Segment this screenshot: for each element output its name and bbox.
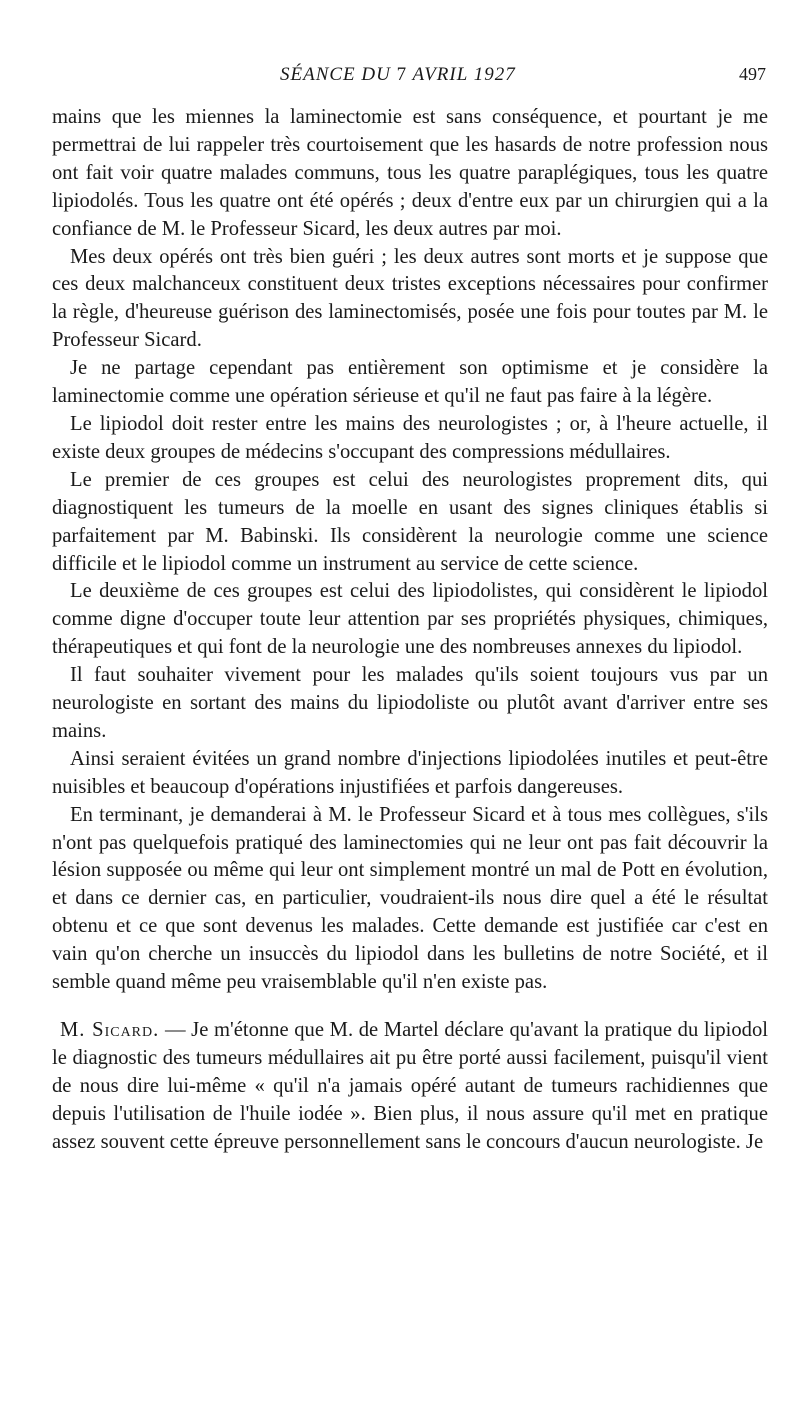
running-title-day: 7 <box>396 64 408 85</box>
page-number: 497 <box>739 64 766 84</box>
paragraph: Le premier de ces groupes est celui des neurologistes proprement dits, qui diagnostiquent les tumeurs de la moelle en usant des signes cliniques établis si parfaitement par M. Babinski. Ils considèrent la neurologie comme une science difficile et le lipiodol comme un instrument au service de cette science. <box>52 468 768 575</box>
paragraph: Il faut souhaiter vivement pour les malades qu'ils soient toujours vus par un neurologiste en sortant des mains du lipiodoliste ou plutôt avant d'arriver entre ses mains. <box>52 664 768 742</box>
running-title-suffix: AVRIL 1927 <box>412 64 516 85</box>
running-title <box>280 64 516 86</box>
paragraph: Ainsi seraient évitées un grand nombre d'injections lipiodolées inutiles et peut-être nuisibles et beaucoup d'opérations injustifiées et parfois dangereuses. <box>52 747 768 798</box>
paragraph: Je ne partage cependant pas entièrement son optimisme et je considère la laminectomie comme une opération sérieuse et qu'il ne faut pas faire à la légère. <box>52 357 768 408</box>
body-text <box>52 104 768 1157</box>
paragraph: En terminant, je demanderai à M. le Professeur Sicard et à tous mes collègues, s'ils n'ont pas quelquefois pratiqué des laminectomies qui ne leur ont pas fait découvrir la lésion supposée ou même qui leur ont simplement montré un mal de Pott en évolution, et dans ce dernier cas, en particulier, voudraient-ils nous dire quel a été le résultat obtenu et ce que sont devenus les malades. Cette demande est justifiée car c'est en vain qu'on cherche un insuccès du lipiodol dans les bulletins de notre Société, et il semble quand même peu vraisemblable qu'il n'en existe pas. <box>52 803 768 994</box>
reply-paragraph <box>52 1017 768 1157</box>
page-header <box>50 64 766 94</box>
running-title-prefix: SÉANCE DU <box>280 64 391 85</box>
speaker-name: M. Sicard. <box>60 1019 160 1041</box>
paragraph: Mes deux opérés ont très bien guéri ; les deux autres sont morts et je suppose que ces deux malchanceux constituent deux tristes exceptions nécessaires pour confirmer la règle, d'heureuse guérison des laminectomisés, posée une fois pour toutes par M. le Professeur Sicard. <box>52 245 768 352</box>
paragraph: mains que les miennes la laminectomie est sans conséquence, et pourtant je me permettrai de lui rappeler très courtoisement que les hasards de notre profession nous ont fait voir quatre malades communs, tous les quatre paraplégiques, tous les quatre lipiodolés. Tous les quatre ont été opérés ; deux d'entre eux par un chirurgien qui a la confiance de M. le Professeur Sicard, les deux autres par moi. <box>52 106 768 240</box>
reply-text: — Je m'étonne que M. de Martel déclare qu'avant la pratique du lipiodol le diagnostic des tumeurs médullaires ait pu être porté aussi facilement, puisqu'il vient de nous dire lui-même « qu'il n'a jamais opéré autant de tumeurs rachidiennes que depuis l'utilisation de l'huile iodée ». Bien plus, il nous assure qu'il met en pratique assez souvent cette épreuve personnellement sans le concours d'aucun neurologiste. Je <box>52 1019 768 1153</box>
paragraph: Le deuxième de ces groupes est celui des lipiodolistes, qui considèrent le lipiodol comme digne d'occuper toute leur attention par ses propriétés physiques, chimiques, thérapeutiques et qui font de la neurologie une des nombreuses annexes du lipiodol. <box>52 580 768 659</box>
paragraph: Le lipiodol doit rester entre les mains des neurologistes ; or, à l'heure actuelle, il existe deux groupes de médecins s'occupant des compressions médullaires. <box>52 412 768 463</box>
